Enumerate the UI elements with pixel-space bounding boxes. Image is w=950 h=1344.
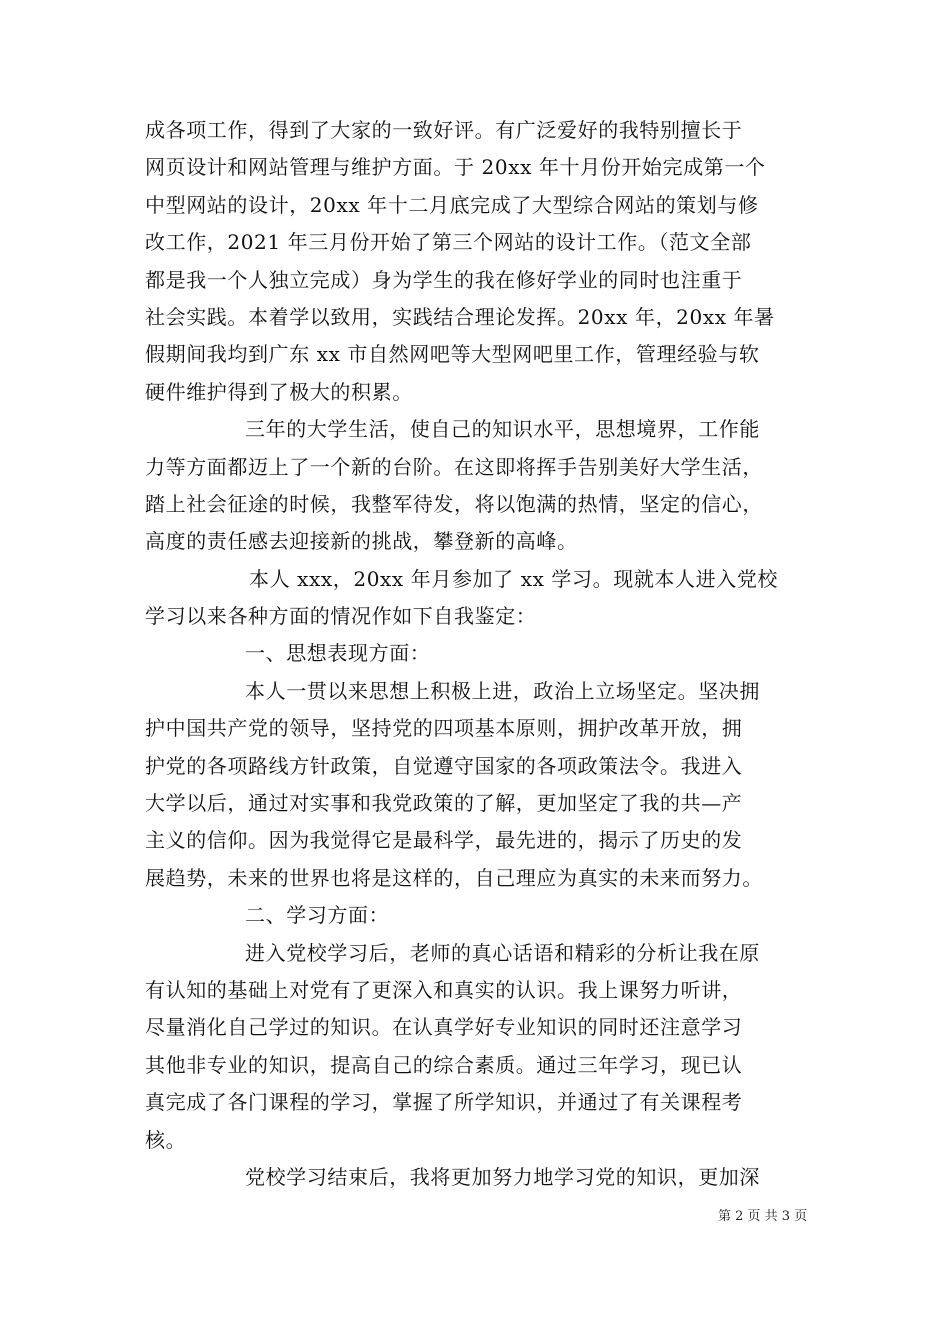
text-line: 本人 xxx，20xx 年月参加了 xx 学习。现就本人进入党校 bbox=[249, 566, 779, 591]
text-line: 学习以来各种方面的情况作如下自我鉴定： bbox=[145, 604, 537, 629]
text-line: 本人一贯以来思想上积极上进，政治上立场坚定。坚决拥 bbox=[245, 678, 760, 703]
body-text bbox=[145, 112, 810, 1196]
text-line: 进入党校学习后，老师的真心话语和精彩的分析让我在原 bbox=[245, 940, 760, 965]
text-line: 改工作，2021 年三月份开始了第三个网站的设计工作。（范文全部 bbox=[145, 230, 752, 255]
text-line: 都是我一个人独立完成）身为学生的我在修好学业的同时也注重于 bbox=[145, 267, 743, 292]
text-line: 社会实践。本着学以致用，实践结合理论发挥。20xx 年，20xx 年暑 bbox=[145, 304, 775, 329]
text-line: 真完成了各门课程的学习，掌握了所学知识，并通过了有关课程考 bbox=[145, 1090, 743, 1115]
text-line: 网页设计和网站管理与维护方面。于 20xx 年十月份开始完成第一个 bbox=[145, 155, 766, 180]
text-line: 护中国共产党的领导，坚持党的四项基本原则，拥护改革开放，拥 bbox=[145, 716, 743, 741]
section-heading: 二、学习方面： bbox=[245, 903, 390, 928]
text-line: 尽量消化自己学过的知识。在认真学好专业知识的同时还注意学习 bbox=[145, 1015, 743, 1040]
text-line: 核。 bbox=[145, 1127, 187, 1152]
text-line: 其他非专业的知识，提高自己的综合素质。通过三年学习，现已认 bbox=[145, 1052, 743, 1077]
text-line: 硬件维护得到了极大的积累。 bbox=[145, 379, 413, 404]
text-line: 护党的各项路线方针政策，自觉遵守国家的各项政策法令。我进入 bbox=[145, 753, 743, 778]
text-line: 成各项工作，得到了大家的一致好评。有广泛爱好的我特别擅长于 bbox=[145, 118, 743, 142]
text-line: 有认知的基础上对党有了更深入和真实的认识。我上课努力听讲， bbox=[145, 977, 743, 1002]
text-line: 力等方面都迈上了一个新的台阶。在这即将挥手告别美好大学生活， bbox=[145, 454, 763, 479]
text-line: 党校学习结束后，我将更加努力地学习党的知识，更加深 bbox=[245, 1164, 760, 1189]
page-number: 第 2 页 共 3 页 bbox=[718, 1209, 808, 1224]
text-line: 大学以后，通过对实事和我党政策的了解，更加坚定了我的共—产 bbox=[145, 791, 743, 816]
text-line: 高度的责任感去迎接新的挑战，攀登新的高峰。 bbox=[145, 529, 578, 554]
text-line: 三年的大学生活，使自己的知识水平，思想境界，工作能 bbox=[245, 417, 760, 442]
text-line: 踏上社会征途的时候，我整军待发，将以饱满的热情，坚定的信心， bbox=[145, 491, 763, 516]
text-line: 展趋势，未来的世界也将是这样的，自己理应为真实的未来而努力。 bbox=[145, 865, 763, 890]
text-line: 主义的信仰。因为我觉得它是最科学，最先进的，揭示了历史的发 bbox=[145, 828, 743, 853]
text-line: 中型网站的设计，20xx 年十二月底完成了大型综合网站的策划与修 bbox=[145, 192, 759, 217]
section-heading: 一、思想表现方面： bbox=[245, 641, 431, 666]
text-line: 假期间我均到广东 xx 市自然网吧等大型网吧里工作，管理经验与软 bbox=[145, 342, 760, 367]
